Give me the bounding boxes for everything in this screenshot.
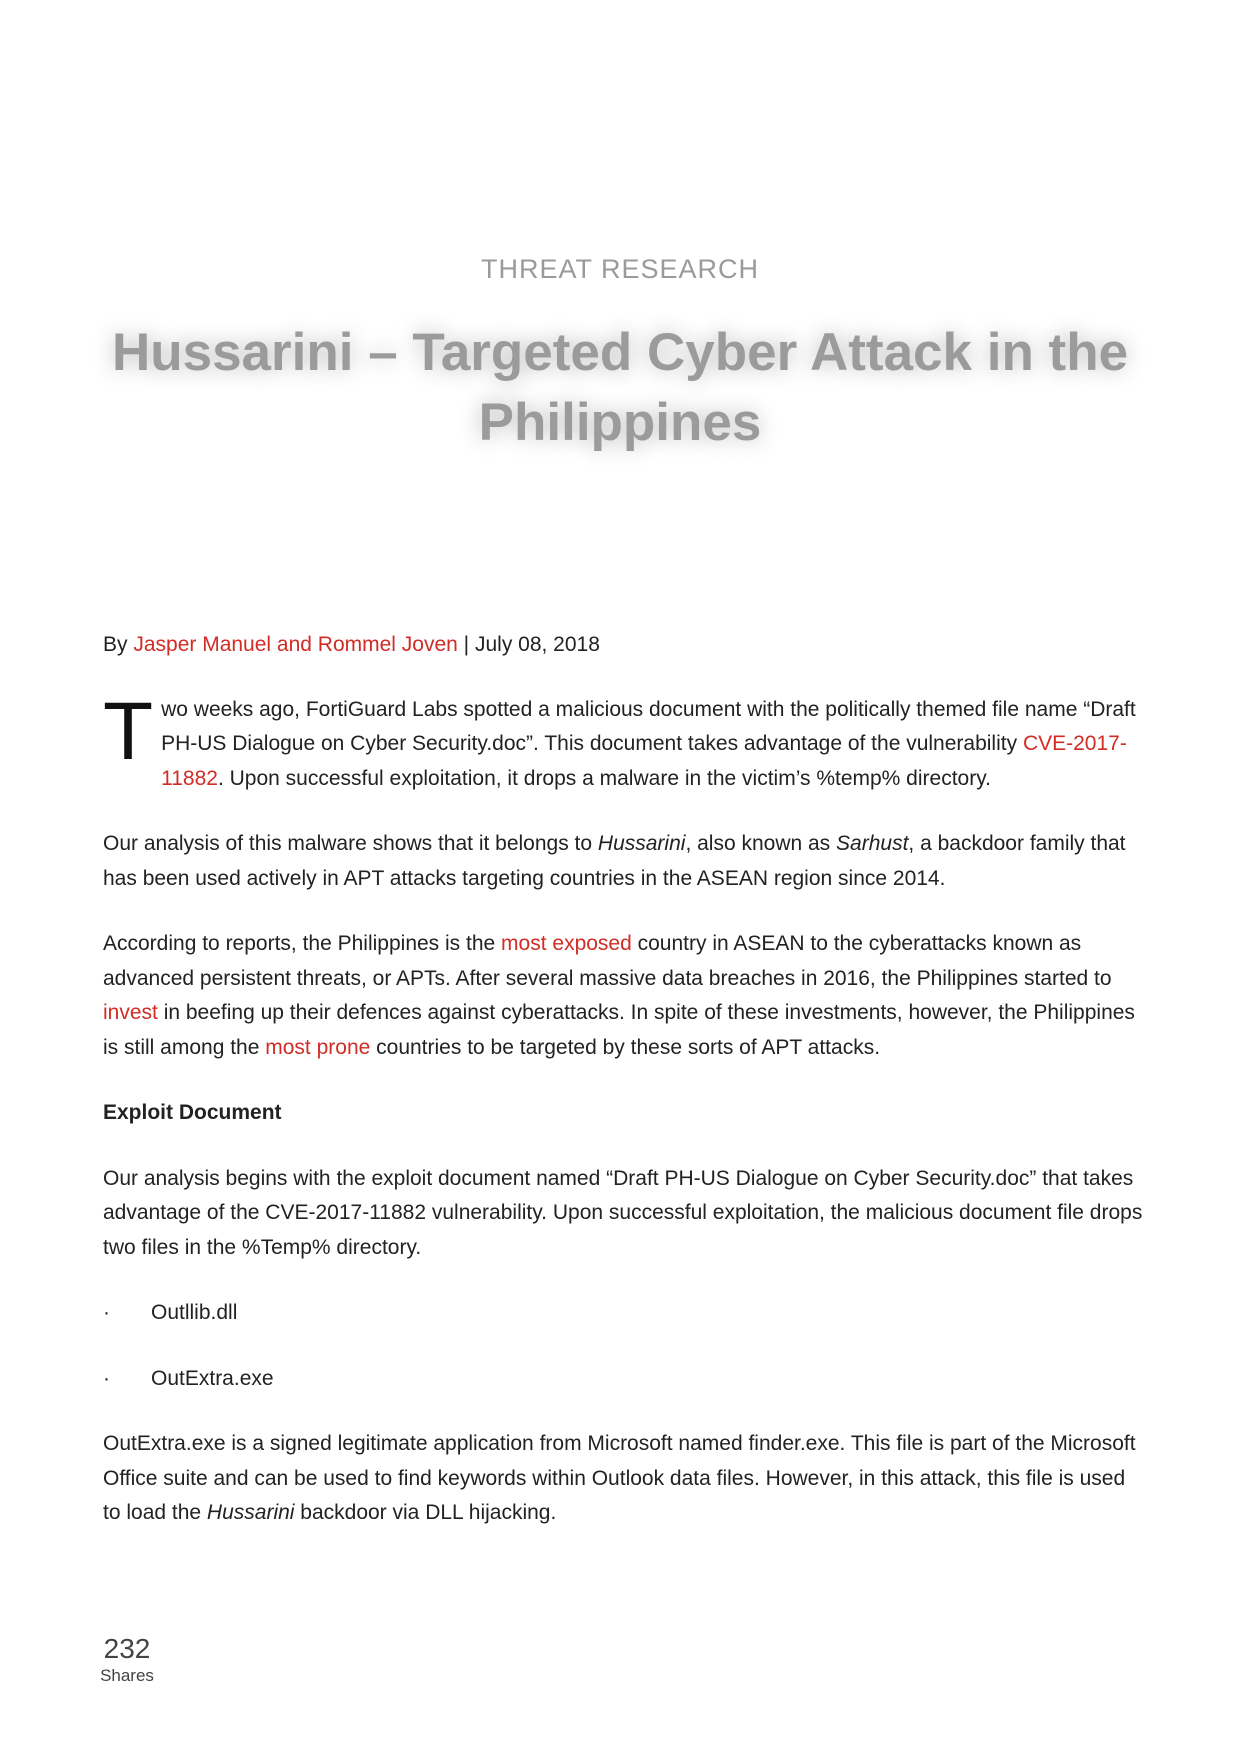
share-counter[interactable] bbox=[92, 1632, 162, 1686]
byline bbox=[103, 628, 1143, 663]
byline-prefix: By bbox=[103, 633, 134, 656]
list-item-text: Outllib.dll bbox=[151, 1301, 238, 1324]
reports-text-1: According to reports, the Philippines is the bbox=[103, 932, 502, 955]
list-item bbox=[103, 1362, 1143, 1397]
list-item bbox=[103, 1296, 1143, 1331]
outextra-text-2: backdoor via DLL hijacking. bbox=[294, 1501, 557, 1524]
article-body bbox=[103, 628, 1143, 1562]
reports-text-3: in beefing up their defences against cyberattacks. In spite of these investments, however, the Philippines is still among the bbox=[103, 1001, 1135, 1059]
most-prone-link[interactable]: most prone bbox=[265, 1035, 371, 1059]
analysis-paragraph bbox=[103, 827, 1143, 896]
analysis-text-2: , also known as bbox=[685, 832, 837, 855]
exploit-paragraph: Our analysis begins with the exploit document named “Draft PH-US Dialogue on Cyber Security.doc” that takes advantage of the CVE-2017-11882 vulnerability. Upon successful exploitation, the malicious document file drops two files in the %Temp% directory. bbox=[103, 1166, 1143, 1259]
publish-date: July 08, 2018 bbox=[474, 633, 600, 656]
cve-link[interactable]: CVE-2017-11882 bbox=[161, 732, 1127, 790]
bullet-icon: · bbox=[103, 1366, 110, 1390]
category-label[interactable]: THREAT RESEARCH bbox=[480, 254, 760, 284]
reports-text-2: country in ASEAN to the cyberattacks known as advanced persistent threats, or APTs. After several massive data breaches in 2016, the Philippines started to bbox=[103, 932, 1112, 990]
share-label: Shares bbox=[100, 1666, 154, 1685]
analysis-text-3: , a backdoor family that has been used actively in APT attacks targeting countries in the ASEAN region since 2014. bbox=[103, 832, 1126, 890]
malware-name-sarhust: Sarhust bbox=[836, 832, 909, 855]
intro-text-1: wo weeks ago, FortiGuard Labs spotted a malicious document with the politically themed file name “Draft PH-US Dialogue on Cyber Security.doc”. This document takes advantage of the vulnerability bbox=[161, 697, 1136, 755]
most-exposed-link[interactable]: most exposed bbox=[501, 932, 632, 955]
intro-paragraph bbox=[103, 685, 1143, 797]
reports-paragraph bbox=[103, 927, 1143, 1065]
intro-text-2: . Upon successful exploitation, it drops a malware in the victim’s %temp% directory. bbox=[217, 766, 991, 790]
invest-link[interactable]: invest bbox=[103, 1001, 158, 1024]
article-title: Hussarini – Targeted Cyber Attack in the Philippines bbox=[111, 323, 1129, 452]
drop-cap: T bbox=[103, 685, 154, 777]
list-item-text: OutExtra.exe bbox=[151, 1366, 274, 1390]
author-link[interactable]: Jasper Manuel and Rommel Joven bbox=[133, 633, 458, 656]
bullet-icon: · bbox=[103, 1301, 110, 1324]
share-count: 232 bbox=[103, 1633, 151, 1664]
outextra-text-1: OutExtra.exe is a signed legitimate application from Microsoft named finder.exe. This file is part of the Microsoft Office suite and can be used to find keywords within Outlook data files. However, in this attack, this file is used to load the bbox=[103, 1432, 1136, 1524]
malware-name-hussarini: Hussarini bbox=[597, 832, 686, 855]
section-heading: Exploit Document bbox=[103, 1101, 282, 1124]
analysis-text-1: Our analysis of this malware shows that it belongs to bbox=[103, 832, 598, 855]
malware-name-hussarini-2: Hussarini bbox=[206, 1501, 295, 1524]
outextra-paragraph bbox=[103, 1427, 1143, 1531]
byline-separator: | bbox=[457, 633, 475, 656]
reports-text-4: countries to be targeted by these sorts of APT attacks. bbox=[370, 1035, 881, 1059]
